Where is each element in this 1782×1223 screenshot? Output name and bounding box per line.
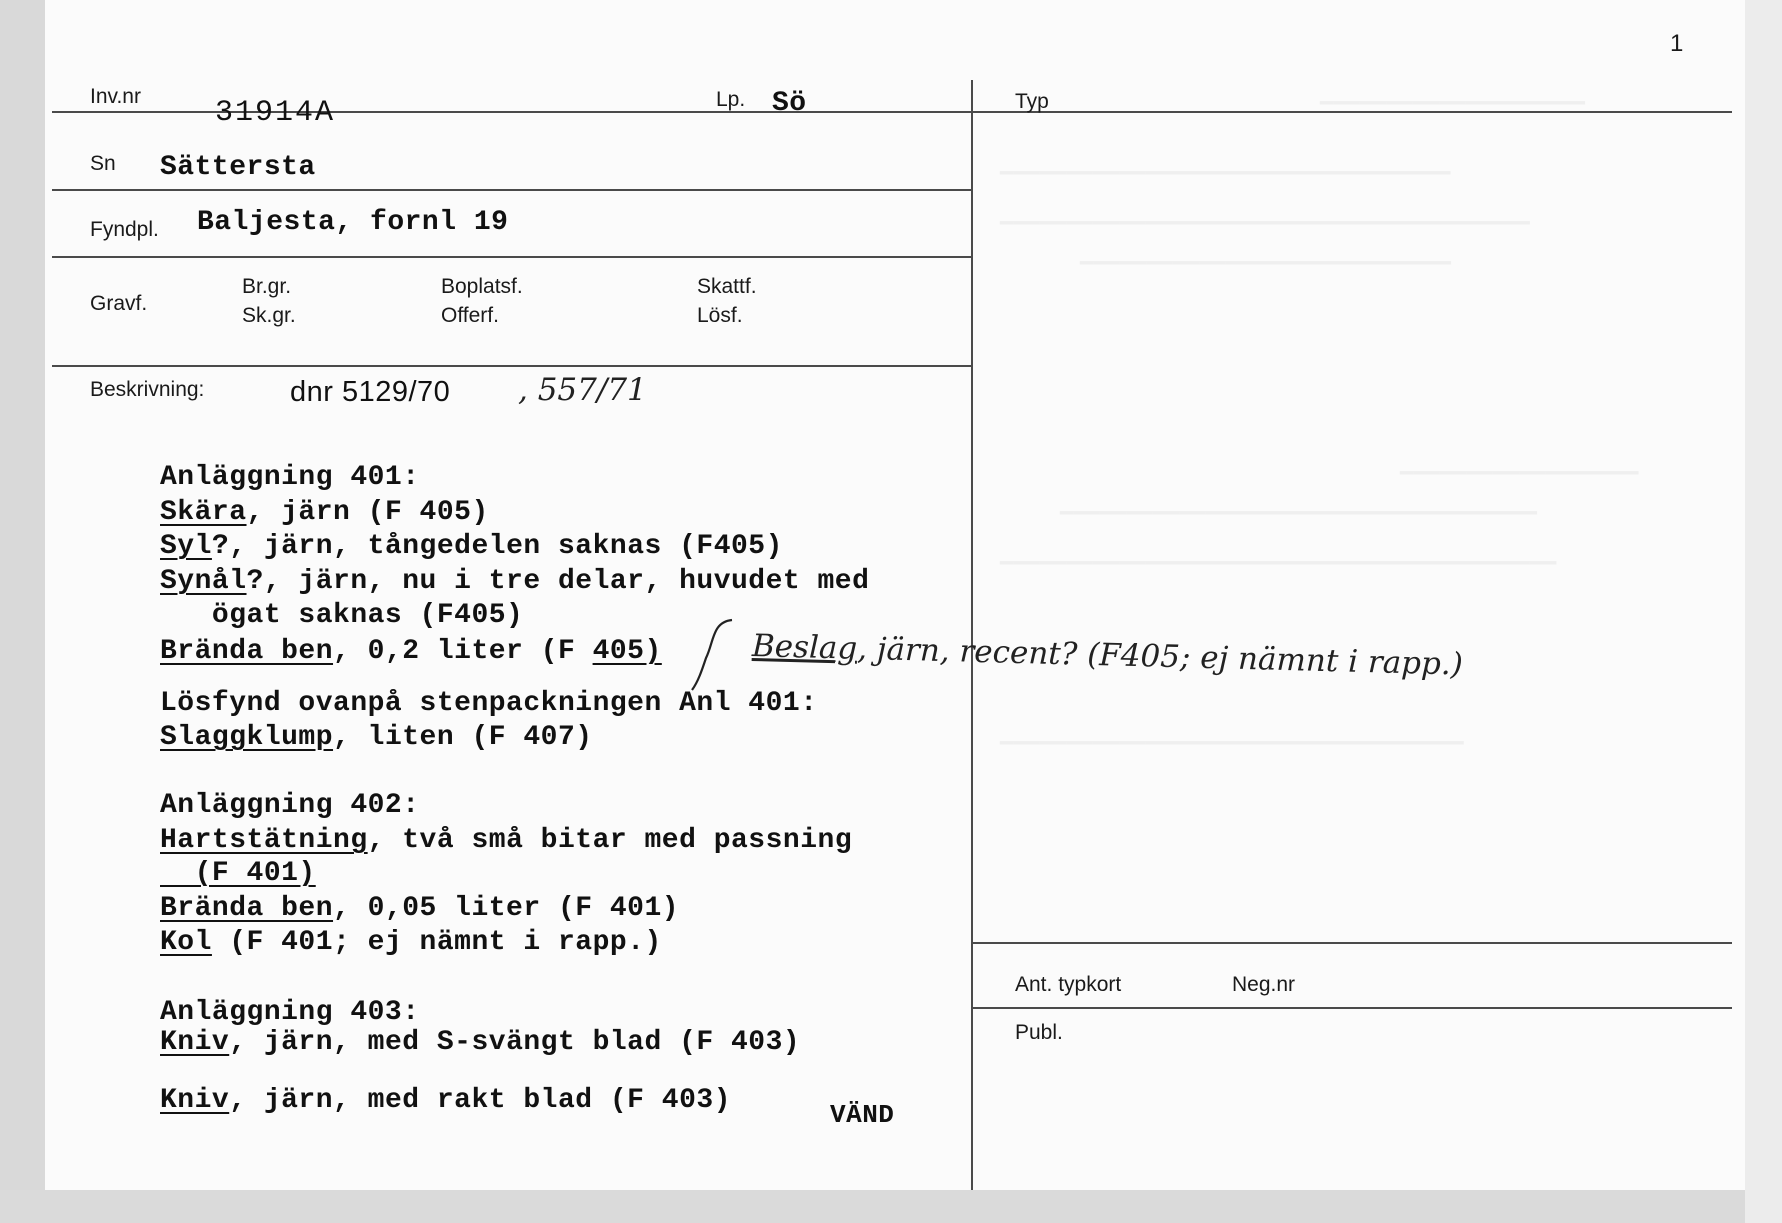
line-anl-402: Anläggning 402: [160, 790, 420, 821]
ant-typkort-label: Ant. typkort [1015, 973, 1122, 996]
line-kol: Kol (F 401; ej nämnt i rapp.) [160, 927, 662, 958]
line-hartstatning-cont: (F 401) [160, 858, 316, 889]
sk-gr-label: Sk.gr. [242, 304, 296, 327]
rule-sn [52, 189, 971, 191]
rule-footer-top [973, 942, 1732, 944]
line-losfynd: Lösfynd ovanpå stenpackningen Anl 401: [160, 688, 818, 719]
line-anl-401: Anläggning 401: [160, 462, 420, 493]
gravf-label: Gravf. [90, 292, 148, 315]
sn-value: Sättersta [160, 152, 316, 183]
line-hartstatning: Hartstätning, två små bitar med passning [160, 825, 853, 856]
neg-nr-label: Neg.nr [1232, 973, 1296, 996]
line-synal-cont: ögat saknas (F405) [160, 600, 524, 631]
sn-label: Sn [90, 152, 116, 175]
lp-label: Lp. [716, 88, 746, 111]
line-kniv-1: Kniv, järn, med S-svängt blad (F 403) [160, 1027, 801, 1058]
publ-label: Publ. [1015, 1021, 1063, 1044]
beskrivning-label: Beskrivning: [90, 378, 205, 401]
skattf-label: Skattf. [697, 275, 757, 298]
page-number: 1 [1670, 30, 1684, 57]
rule-categories [52, 365, 971, 367]
fyndpl-label: Fyndpl. [90, 218, 159, 241]
handwritten-bracket [690, 612, 750, 702]
line-synal: Synål?, järn, nu i tre delar, huvudet med [160, 566, 870, 597]
handwritten-note: Beslag, järn, recent? (F405; ej nämnt i rapp.) [751, 628, 1464, 683]
inv-nr-label: Inv.nr [90, 85, 141, 108]
lp-value: Sö [772, 88, 807, 119]
line-branda-ben-2: Brända ben, 0,05 liter (F 401) [160, 893, 680, 924]
line-kniv-2: Kniv, järn, med rakt blad (F 403) [160, 1085, 731, 1116]
vand-label: VÄND [830, 1100, 895, 1130]
offerf-label: Offerf. [441, 304, 499, 327]
losf-label: Lösf. [697, 304, 743, 327]
line-skara: Skära, järn (F 405) [160, 497, 489, 528]
line-anl-403: Anläggning 403: [160, 997, 420, 1028]
dnr-value: dnr 5129/70 [290, 376, 451, 408]
rule-fyndpl [52, 256, 971, 258]
fyndpl-value: Baljesta, fornl 19 [197, 207, 509, 238]
inv-nr-value: 31914A [215, 96, 336, 130]
line-slaggklump: Slaggklump, liten (F 407) [160, 722, 593, 753]
scan-bottom-margin [0, 1190, 1782, 1223]
br-gr-label: Br.gr. [242, 275, 292, 298]
line-syl: Syl?, järn, tångedelen saknas (F405) [160, 531, 783, 562]
boplatsf-label: Boplatsf. [441, 275, 523, 298]
line-branda-ben-1: Brända ben, 0,2 liter (F 405) [160, 636, 662, 667]
dnr-handwritten: , 557/71 [518, 372, 647, 408]
rule-footer-mid [973, 1007, 1732, 1009]
typ-label: Typ [1015, 90, 1049, 113]
scan-right-margin [1745, 0, 1782, 1223]
